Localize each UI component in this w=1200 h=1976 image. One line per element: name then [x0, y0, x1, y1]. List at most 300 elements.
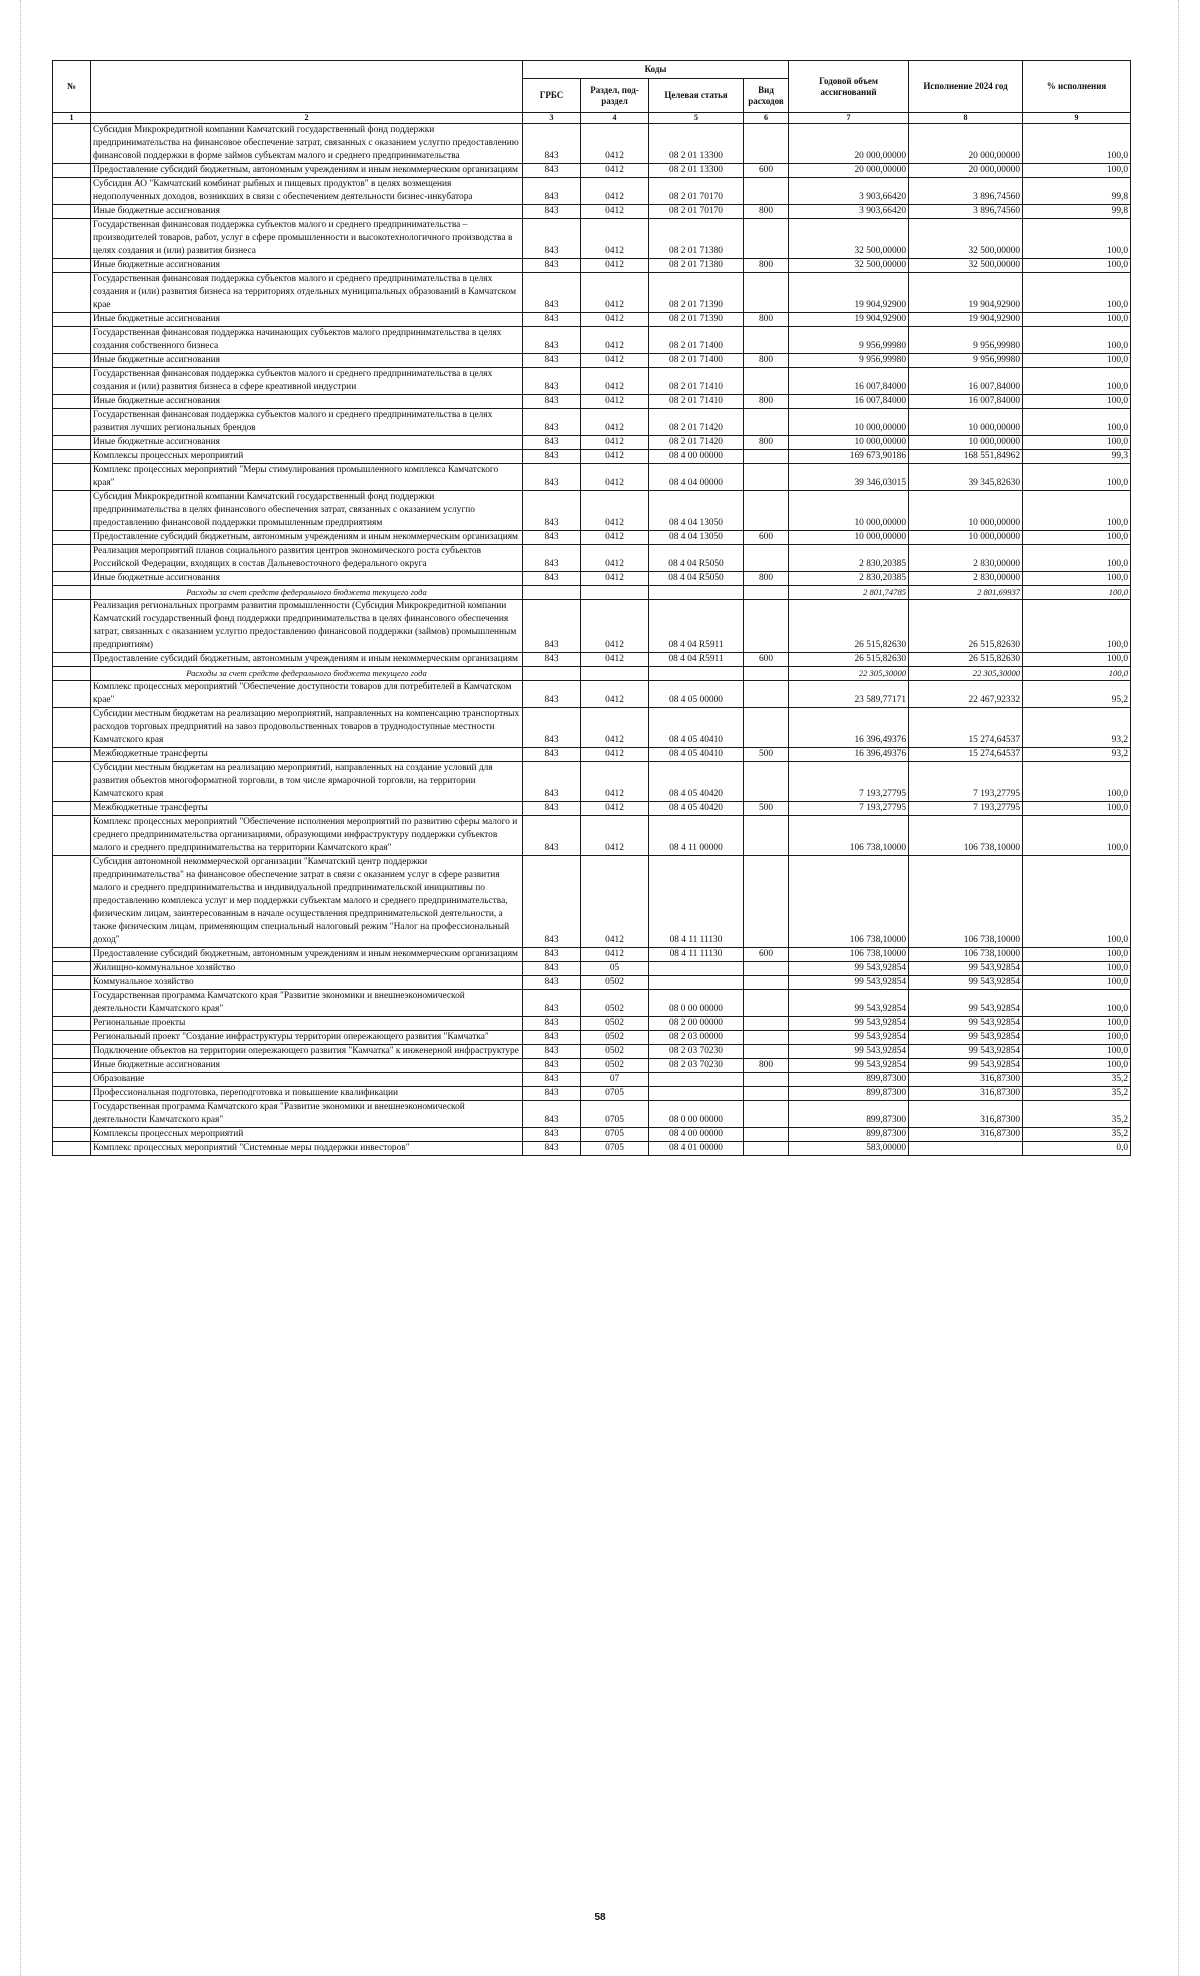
- cell-cs: 08 4 11 00000: [649, 816, 744, 856]
- cell-cs: 08 2 03 70230: [649, 1059, 744, 1073]
- cell-pct: 95,2: [1023, 681, 1131, 708]
- cell-name: Государственная финансовая поддержка субъектов малого и среднего предпринимательства в целях создания и (или) развития бизнеса на территориях отдельных муниципальных образований в Камчатском крае: [91, 273, 523, 313]
- cell-num: [53, 1045, 91, 1059]
- cell-rz: 0412: [581, 464, 649, 491]
- cell-pct: 100,0: [1023, 976, 1131, 990]
- cell-grbs: [523, 667, 581, 681]
- cell-num: [53, 976, 91, 990]
- cell-vr: [744, 1073, 789, 1087]
- cell-rz: 0502: [581, 1045, 649, 1059]
- cell-pct: 100,0: [1023, 368, 1131, 395]
- cell-rz: 0412: [581, 708, 649, 748]
- col-target-header: Целевая статья: [649, 79, 744, 113]
- cell-vr: [744, 816, 789, 856]
- cell-name: Комплекс процессных мероприятий "Меры стимулирования промышленного комплекса Камчатского края": [91, 464, 523, 491]
- cell-name: Расходы за счет средств федерального бюджета текущего года: [91, 586, 523, 600]
- cell-vr: [744, 667, 789, 681]
- cell-num: [53, 368, 91, 395]
- cell-name: Иные бюджетные ассигнования: [91, 354, 523, 368]
- page-number: 58: [594, 1912, 606, 1923]
- cell-vr: [744, 327, 789, 354]
- cell-rz: 05: [581, 962, 649, 976]
- cell-exec: 20 000,00000: [909, 164, 1023, 178]
- cell-grbs: 843: [523, 1128, 581, 1142]
- cell-grbs: 843: [523, 1073, 581, 1087]
- cell-exec: 316,87300: [909, 1128, 1023, 1142]
- cell-pct: 100,0: [1023, 1059, 1131, 1073]
- table-row: [53, 1045, 1131, 1059]
- cell-grbs: 843: [523, 816, 581, 856]
- cell-name: Субсидия Микрокредитной компании Камчатский государственный фонд поддержки предпринимательства на финансовое обеспечение затрат, связанных с оказанием услугпо предоставлению финансовой поддержки в форме займов субъектам малого и среднего предпринимательства: [91, 124, 523, 164]
- cell-pct: 100,0: [1023, 354, 1131, 368]
- cell-plan: 99 543,92854: [789, 990, 909, 1017]
- cell-cs: 08 4 00 00000: [649, 1128, 744, 1142]
- cell-grbs: 843: [523, 600, 581, 653]
- table-row: [53, 178, 1131, 205]
- table-row: [53, 600, 1131, 653]
- cell-num: [53, 1059, 91, 1073]
- cell-grbs: 843: [523, 450, 581, 464]
- cell-vr: 500: [744, 748, 789, 762]
- cell-pct: 99,3: [1023, 450, 1131, 464]
- cell-vr: [744, 600, 789, 653]
- cell-num: [53, 491, 91, 531]
- cell-num: [53, 1087, 91, 1101]
- cell-cs: [649, 976, 744, 990]
- cell-grbs: 843: [523, 1045, 581, 1059]
- cell-rz: 0412: [581, 762, 649, 802]
- cell-vr: 800: [744, 354, 789, 368]
- cell-name: Реализация мероприятий планов социального развития центров экономического роста субъектов Российской Федерации, входящих в состав Дальневосточного федерального округа: [91, 545, 523, 572]
- cell-num: [53, 816, 91, 856]
- cell-grbs: 843: [523, 395, 581, 409]
- cell-num: [53, 667, 91, 681]
- cell-pct: 100,0: [1023, 464, 1131, 491]
- table-row: [53, 708, 1131, 748]
- cell-exec: [909, 1142, 1023, 1156]
- cell-exec: 99 543,92854: [909, 1045, 1023, 1059]
- cell-plan: 23 589,77171: [789, 681, 909, 708]
- col-index: 8: [909, 113, 1023, 124]
- cell-num: [53, 856, 91, 948]
- cell-exec: 316,87300: [909, 1087, 1023, 1101]
- cell-name: Государственная финансовая поддержка субъектов малого и среднего предпринимательства – производителей товаров, работ, услуг в сфере промышленности и высокотехнологичного производства в целях создания и (или) развития бизнеса: [91, 219, 523, 259]
- cell-cs: 08 4 05 00000: [649, 681, 744, 708]
- cell-cs: 08 2 01 71420: [649, 436, 744, 450]
- cell-num: [53, 572, 91, 586]
- cell-exec: 16 007,84000: [909, 395, 1023, 409]
- cell-cs: [649, 667, 744, 681]
- cell-vr: [744, 273, 789, 313]
- cell-grbs: 843: [523, 409, 581, 436]
- cell-grbs: 843: [523, 990, 581, 1017]
- table-row: [53, 1142, 1131, 1156]
- cell-plan: 39 346,03015: [789, 464, 909, 491]
- cell-vr: [744, 1101, 789, 1128]
- col-pct-header: % исполнения: [1023, 61, 1131, 113]
- cell-cs: 08 4 04 00000: [649, 464, 744, 491]
- cell-name: Комплекс процессных мероприятий "Обеспечение доступности товаров для потребителей в Камчатском крае": [91, 681, 523, 708]
- cell-cs: 08 4 05 40410: [649, 748, 744, 762]
- col-index: 6: [744, 113, 789, 124]
- cell-name: Комплекс процессных мероприятий "Системные меры поддержки инвесторов": [91, 1142, 523, 1156]
- cell-plan: 899,87300: [789, 1087, 909, 1101]
- cell-num: [53, 1017, 91, 1031]
- cell-num: [53, 259, 91, 273]
- table-row: [53, 395, 1131, 409]
- cell-rz: 0412: [581, 545, 649, 572]
- cell-vr: 800: [744, 572, 789, 586]
- cell-cs: [649, 1073, 744, 1087]
- table-row: [53, 653, 1131, 667]
- cell-pct: 100,0: [1023, 545, 1131, 572]
- cell-vr: [744, 368, 789, 395]
- cell-pct: 100,0: [1023, 600, 1131, 653]
- cell-exec: 99 543,92854: [909, 962, 1023, 976]
- cell-rz: [581, 667, 649, 681]
- cell-cs: 08 2 01 13300: [649, 124, 744, 164]
- cell-num: [53, 1073, 91, 1087]
- table-row: [53, 572, 1131, 586]
- scan-edge-left: [20, 0, 21, 1976]
- cell-vr: 800: [744, 205, 789, 219]
- cell-plan: 106 738,10000: [789, 856, 909, 948]
- cell-cs: 08 0 00 00000: [649, 1101, 744, 1128]
- cell-num: [53, 1031, 91, 1045]
- cell-exec: 2 830,00000: [909, 545, 1023, 572]
- cell-cs: 08 4 11 11130: [649, 856, 744, 948]
- cell-grbs: 843: [523, 1059, 581, 1073]
- cell-exec: 316,87300: [909, 1073, 1023, 1087]
- table-row: [53, 762, 1131, 802]
- col-plan-header: Годовой объем ассигнований: [789, 61, 909, 113]
- cell-cs: 08 4 04 R5050: [649, 545, 744, 572]
- cell-num: [53, 164, 91, 178]
- col-codes-header: Коды: [523, 61, 789, 79]
- cell-plan: 10 000,00000: [789, 491, 909, 531]
- cell-pct: 35,2: [1023, 1101, 1131, 1128]
- cell-num: [53, 748, 91, 762]
- cell-rz: 0412: [581, 450, 649, 464]
- cell-pct: 100,0: [1023, 1045, 1131, 1059]
- cell-cs: 08 2 01 71410: [649, 368, 744, 395]
- cell-rz: 0412: [581, 368, 649, 395]
- cell-plan: 7 193,27795: [789, 762, 909, 802]
- cell-grbs: 843: [523, 762, 581, 802]
- cell-pct: 93,2: [1023, 708, 1131, 748]
- cell-name: Комплексы процессных мероприятий: [91, 450, 523, 464]
- cell-plan: 2 830,20385: [789, 545, 909, 572]
- scan-edge-right: [1178, 0, 1179, 1976]
- cell-vr: [744, 464, 789, 491]
- cell-vr: [744, 856, 789, 948]
- table-row: [53, 313, 1131, 327]
- cell-rz: 0412: [581, 948, 649, 962]
- cell-exec: 106 738,10000: [909, 816, 1023, 856]
- cell-plan: 99 543,92854: [789, 1059, 909, 1073]
- cell-rz: 0412: [581, 856, 649, 948]
- cell-rz: 0412: [581, 816, 649, 856]
- cell-plan: 26 515,82630: [789, 653, 909, 667]
- cell-vr: 800: [744, 395, 789, 409]
- cell-name: Иные бюджетные ассигнования: [91, 436, 523, 450]
- cell-rz: 0502: [581, 1017, 649, 1031]
- cell-grbs: 843: [523, 856, 581, 948]
- cell-cs: [649, 586, 744, 600]
- cell-exec: 10 000,00000: [909, 409, 1023, 436]
- cell-rz: 07: [581, 1073, 649, 1087]
- cell-grbs: 843: [523, 962, 581, 976]
- table-row: [53, 531, 1131, 545]
- cell-rz: 0502: [581, 990, 649, 1017]
- cell-num: [53, 219, 91, 259]
- cell-name: Субсидии местным бюджетам на реализацию мероприятий, направленных на компенсацию транспортных расходов торговых предприятий на завоз продовольственных товаров в труднодоступные местности Камчатского края: [91, 708, 523, 748]
- cell-rz: 0705: [581, 1142, 649, 1156]
- cell-cs: 08 4 05 40420: [649, 762, 744, 802]
- table-row: [53, 1087, 1131, 1101]
- cell-grbs: 843: [523, 259, 581, 273]
- cell-vr: [744, 450, 789, 464]
- cell-cs: 08 2 03 70230: [649, 1045, 744, 1059]
- cell-name: Государственная программа Камчатского края "Развитие экономики и внешнеэкономической деятельности Камчатского края": [91, 1101, 523, 1128]
- cell-exec: 22 305,30000: [909, 667, 1023, 681]
- cell-vr: [744, 124, 789, 164]
- cell-vr: 800: [744, 1059, 789, 1073]
- cell-cs: 08 0 00 00000: [649, 990, 744, 1017]
- cell-grbs: 843: [523, 219, 581, 259]
- cell-name: Реализация региональных программ развития промышленности (Субсидия Микрокредитной компании Камчатский государственный фонд поддержки предпринимательства в целях финансового обеспечения затрат, связанных с оказанием услугпо предоставлению финансовой поддержки (займов) промышленным предприятиям): [91, 600, 523, 653]
- cell-grbs: 843: [523, 1031, 581, 1045]
- cell-exec: 10 000,00000: [909, 531, 1023, 545]
- cell-grbs: 843: [523, 491, 581, 531]
- cell-vr: 600: [744, 164, 789, 178]
- cell-grbs: 843: [523, 205, 581, 219]
- table-body: [53, 124, 1131, 1156]
- cell-exec: 106 738,10000: [909, 856, 1023, 948]
- cell-num: [53, 395, 91, 409]
- cell-num: [53, 990, 91, 1017]
- cell-pct: 99,8: [1023, 205, 1131, 219]
- cell-vr: 600: [744, 653, 789, 667]
- cell-pct: 100,0: [1023, 436, 1131, 450]
- cell-exec: 99 543,92854: [909, 990, 1023, 1017]
- col-razdel-header: Раздел, под-раздел: [581, 79, 649, 113]
- table-row: [53, 409, 1131, 436]
- cell-pct: 100,0: [1023, 491, 1131, 531]
- cell-plan: 99 543,92854: [789, 976, 909, 990]
- cell-name: Иные бюджетные ассигнования: [91, 572, 523, 586]
- cell-num: [53, 962, 91, 976]
- table-row: [53, 976, 1131, 990]
- cell-plan: 169 673,90186: [789, 450, 909, 464]
- cell-name: Субсидия Микрокредитной компании Камчатский государственный фонд поддержки предпринимательства в целях финансового обеспечения затрат, связанных с оказанием услугпо предоставлению финансовой поддержки промышленным предприятиям: [91, 491, 523, 531]
- cell-exec: 7 193,27795: [909, 762, 1023, 802]
- col-index: 4: [581, 113, 649, 124]
- cell-rz: 0412: [581, 354, 649, 368]
- cell-plan: 10 000,00000: [789, 531, 909, 545]
- cell-exec: 9 956,99980: [909, 327, 1023, 354]
- cell-rz: 0412: [581, 219, 649, 259]
- cell-pct: 100,0: [1023, 327, 1131, 354]
- cell-pct: 100,0: [1023, 395, 1131, 409]
- col-index: 7: [789, 113, 909, 124]
- cell-cs: 08 4 11 11130: [649, 948, 744, 962]
- col-vid-header: Вид расходов: [744, 79, 789, 113]
- cell-exec: 10 000,00000: [909, 491, 1023, 531]
- cell-plan: 19 904,92900: [789, 273, 909, 313]
- cell-grbs: [523, 586, 581, 600]
- cell-exec: 99 543,92854: [909, 1017, 1023, 1031]
- table-row: [53, 962, 1131, 976]
- cell-vr: [744, 681, 789, 708]
- cell-name: Комплекс процессных мероприятий "Обеспечение исполнения мероприятий по развитию сферы малого и среднего предпринимательства организациями, образующими инфраструктуру поддержки субъектов малого и среднего предпринимательства на территории Камчатского края": [91, 816, 523, 856]
- cell-plan: 2 801,74785: [789, 586, 909, 600]
- cell-cs: 08 2 03 00000: [649, 1031, 744, 1045]
- cell-vr: [744, 1031, 789, 1045]
- cell-grbs: 843: [523, 545, 581, 572]
- cell-plan: 106 738,10000: [789, 948, 909, 962]
- cell-name: Профессиональная подготовка, переподготовка и повышение квалификации: [91, 1087, 523, 1101]
- cell-rz: 0705: [581, 1087, 649, 1101]
- cell-rz: 0412: [581, 653, 649, 667]
- cell-plan: 9 956,99980: [789, 354, 909, 368]
- cell-num: [53, 354, 91, 368]
- cell-exec: 3 896,74560: [909, 205, 1023, 219]
- table-row: [53, 816, 1131, 856]
- cell-exec: 16 007,84000: [909, 368, 1023, 395]
- cell-cs: 08 4 04 13050: [649, 491, 744, 531]
- cell-exec: 32 500,00000: [909, 219, 1023, 259]
- cell-pct: 100,0: [1023, 948, 1131, 962]
- cell-name: Государственная финансовая поддержка субъектов малого и среднего предпринимательства в целях создания и (или) развития бизнеса в сфере креативной индустрии: [91, 368, 523, 395]
- cell-rz: 0412: [581, 802, 649, 816]
- cell-name: Предоставление субсидий бюджетным, автономным учреждениям и иным некоммерческим организациям: [91, 653, 523, 667]
- table-row: [53, 205, 1131, 219]
- cell-vr: [744, 586, 789, 600]
- cell-name: Предоставление субсидий бюджетным, автономным учреждениям и иным некоммерческим организациям: [91, 948, 523, 962]
- table-row: [53, 802, 1131, 816]
- cell-rz: 0705: [581, 1128, 649, 1142]
- cell-exec: 32 500,00000: [909, 259, 1023, 273]
- cell-cs: 08 4 05 40420: [649, 802, 744, 816]
- cell-cs: 08 2 01 70170: [649, 178, 744, 205]
- cell-num: [53, 762, 91, 802]
- cell-cs: 08 2 01 71380: [649, 219, 744, 259]
- col-name-header: [91, 61, 523, 113]
- cell-grbs: 843: [523, 1101, 581, 1128]
- cell-name: Комплексы процессных мероприятий: [91, 1128, 523, 1142]
- cell-num: [53, 313, 91, 327]
- cell-name: Государственная финансовая поддержка субъектов малого и среднего предпринимательства в целях развития лучших региональных брендов: [91, 409, 523, 436]
- col-grbs-header: ГРБС: [523, 79, 581, 113]
- cell-grbs: 843: [523, 948, 581, 962]
- cell-vr: 600: [744, 948, 789, 962]
- table-row: [53, 259, 1131, 273]
- cell-vr: [744, 708, 789, 748]
- cell-vr: 800: [744, 313, 789, 327]
- cell-rz: 0412: [581, 164, 649, 178]
- cell-grbs: 843: [523, 1142, 581, 1156]
- cell-vr: [744, 1017, 789, 1031]
- cell-exec: 2 801,69937: [909, 586, 1023, 600]
- federal-budget-row: [53, 667, 1131, 681]
- col-index: 2: [91, 113, 523, 124]
- cell-plan: 22 305,30000: [789, 667, 909, 681]
- cell-plan: 20 000,00000: [789, 164, 909, 178]
- cell-grbs: 843: [523, 327, 581, 354]
- table-row: [53, 368, 1131, 395]
- cell-cs: 08 2 00 00000: [649, 1017, 744, 1031]
- col-index: 9: [1023, 113, 1131, 124]
- table-row: [53, 948, 1131, 962]
- cell-name: Иные бюджетные ассигнования: [91, 205, 523, 219]
- cell-exec: 9 956,99980: [909, 354, 1023, 368]
- cell-num: [53, 545, 91, 572]
- cell-grbs: 843: [523, 1017, 581, 1031]
- cell-exec: 2 830,00000: [909, 572, 1023, 586]
- cell-cs: 08 4 05 40410: [649, 708, 744, 748]
- cell-pct: 100,0: [1023, 816, 1131, 856]
- cell-pct: 0,0: [1023, 1142, 1131, 1156]
- cell-vr: [744, 545, 789, 572]
- cell-plan: 99 543,92854: [789, 962, 909, 976]
- table-row: [53, 1073, 1131, 1087]
- cell-rz: 0502: [581, 976, 649, 990]
- cell-plan: 3 903,66420: [789, 205, 909, 219]
- cell-exec: 39 345,82630: [909, 464, 1023, 491]
- cell-exec: 15 274,64537: [909, 708, 1023, 748]
- cell-vr: 800: [744, 436, 789, 450]
- cell-rz: 0412: [581, 491, 649, 531]
- cell-num: [53, 802, 91, 816]
- cell-plan: 583,00000: [789, 1142, 909, 1156]
- cell-exec: 20 000,00000: [909, 124, 1023, 164]
- cell-cs: 08 4 00 00000: [649, 450, 744, 464]
- cell-grbs: 843: [523, 354, 581, 368]
- table-row: [53, 273, 1131, 313]
- cell-plan: 106 738,10000: [789, 816, 909, 856]
- cell-pct: 100,0: [1023, 164, 1131, 178]
- column-index-row: [53, 113, 1131, 124]
- cell-vr: [744, 1128, 789, 1142]
- cell-exec: 19 904,92900: [909, 313, 1023, 327]
- cell-num: [53, 948, 91, 962]
- table-row: [53, 1017, 1131, 1031]
- cell-rz: [581, 586, 649, 600]
- cell-pct: 100,0: [1023, 273, 1131, 313]
- cell-plan: 19 904,92900: [789, 313, 909, 327]
- cell-vr: [744, 219, 789, 259]
- cell-rz: 0412: [581, 313, 649, 327]
- cell-vr: [744, 491, 789, 531]
- cell-plan: 32 500,00000: [789, 219, 909, 259]
- cell-grbs: 843: [523, 681, 581, 708]
- cell-name: Иные бюджетные ассигнования: [91, 395, 523, 409]
- cell-pct: 100,0: [1023, 990, 1131, 1017]
- cell-rz: 0412: [581, 531, 649, 545]
- cell-cs: 08 2 01 71390: [649, 313, 744, 327]
- cell-pct: 100,0: [1023, 962, 1131, 976]
- col-num-header: №: [53, 61, 91, 113]
- cell-vr: [744, 409, 789, 436]
- cell-pct: 100,0: [1023, 586, 1131, 600]
- cell-grbs: 843: [523, 368, 581, 395]
- cell-rz: 0412: [581, 748, 649, 762]
- cell-grbs: 843: [523, 531, 581, 545]
- cell-rz: 0412: [581, 395, 649, 409]
- cell-vr: [744, 990, 789, 1017]
- cell-pct: 100,0: [1023, 856, 1131, 948]
